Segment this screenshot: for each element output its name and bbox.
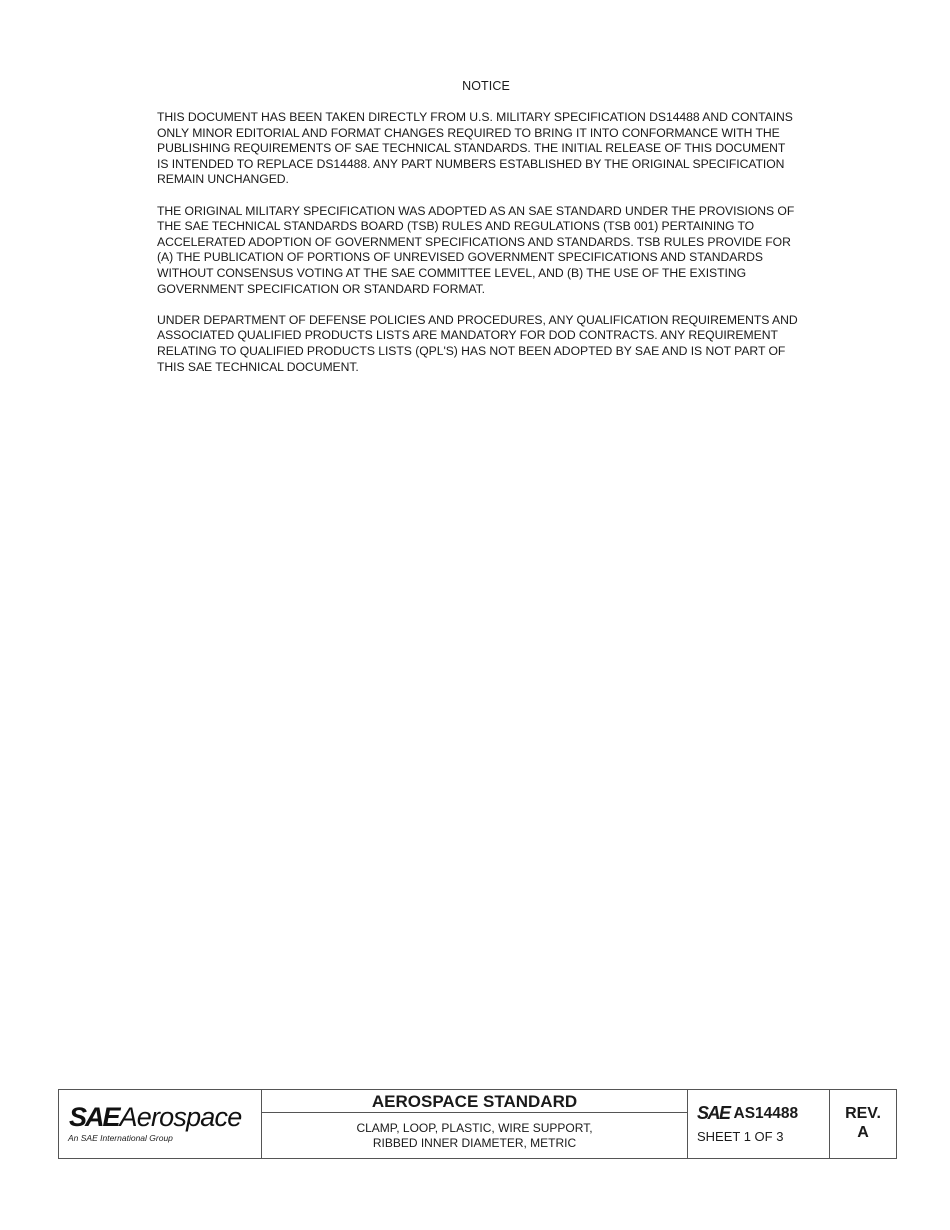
logo-mark (69, 1104, 241, 1131)
document-number-cell (688, 1090, 830, 1158)
document-title: CLAMP, LOOP, PLASTIC, WIRE SUPPORT, RIBBED INNER DIAMETER, METRIC (356, 1121, 593, 1150)
logo-tagline: An SAE International Group (68, 1133, 173, 1143)
notice-paragraph-1: THIS DOCUMENT HAS BEEN TAKEN DIRECTLY FROM U.S. MILITARY SPECIFICATION DS14488 AND CONTAINS ONLY MINOR EDITORIAL AND FORMAT CHANGES REQUIRED TO BRING IT INTO CONFORMANCE WITH THE PUBLISHING REQUIREMENTS OF SAE TECHNICAL STANDARDS. THE INITIAL RELEASE OF THIS DOCUMENT IS INTENDED TO REPLACE DS14488. ANY PART NUMBERS ESTABLISHED BY THE ORIGINAL SPECIFICATION REMAIN UNCHANGED. (157, 110, 793, 187)
title-cell (262, 1090, 688, 1158)
logo-aerospace-text: Aerospace (119, 1102, 242, 1132)
sae-aerospace-logo (59, 1090, 262, 1158)
document-number-row (697, 1103, 798, 1124)
revision-value: A (857, 1124, 869, 1141)
notice-paragraph-3: UNDER DEPARTMENT OF DEFENSE POLICIES AND PROCEDURES, ANY QUALIFICATION REQUIREMENTS AND ASSOCIATED QUALIFIED PRODUCTS LISTS ARE MANDATORY FOR DOD CONTRACTS. ANY REQUIREMENT RELATING TO QUALIFIED PRODUCTS LISTS (QPL'S) HAS NOT BEEN ADOPTED BY SAE AND IS NOT PART OF THIS SAE TECHNICAL DOCUMENT. (157, 312, 798, 374)
standard-type: AEROSPACE STANDARD (262, 1090, 687, 1113)
title-block (58, 1089, 897, 1159)
revision-label: REV. (845, 1105, 881, 1122)
revision-cell (830, 1090, 896, 1158)
sae-mark: SAE (697, 1103, 730, 1123)
document-number: AS14488 (733, 1104, 799, 1122)
notice-title: NOTICE (462, 79, 510, 93)
logo-sae-text: SAE (69, 1102, 119, 1132)
sheet-number: SHEET 1 OF 3 (697, 1129, 784, 1144)
notice-paragraph-2: THE ORIGINAL MILITARY SPECIFICATION WAS ADOPTED AS AN SAE STANDARD UNDER THE PROVISIONS OF THE SAE TECHNICAL STANDARDS BOARD (TSB) RULES AND REGULATIONS (TSB 001) PERTAINING TO ACCELERATED ADOPTION OF GOVERNMENT SPECIFICATIONS AND STANDARDS. TSB RULES PROVIDE FOR (A) THE PUBLICATION OF PORTIONS OF UNREVISED GOVERNMENT SPECIFICATIONS AND STANDARDS WITHOUT CONSENSUS VOTING AT THE SAE COMMITTEE LEVEL, AND (B) THE USE OF THE EXISTING GOVERNMENT SPECIFICATION OR STANDARD FORMAT. (157, 203, 795, 296)
notice-body (157, 110, 837, 391)
